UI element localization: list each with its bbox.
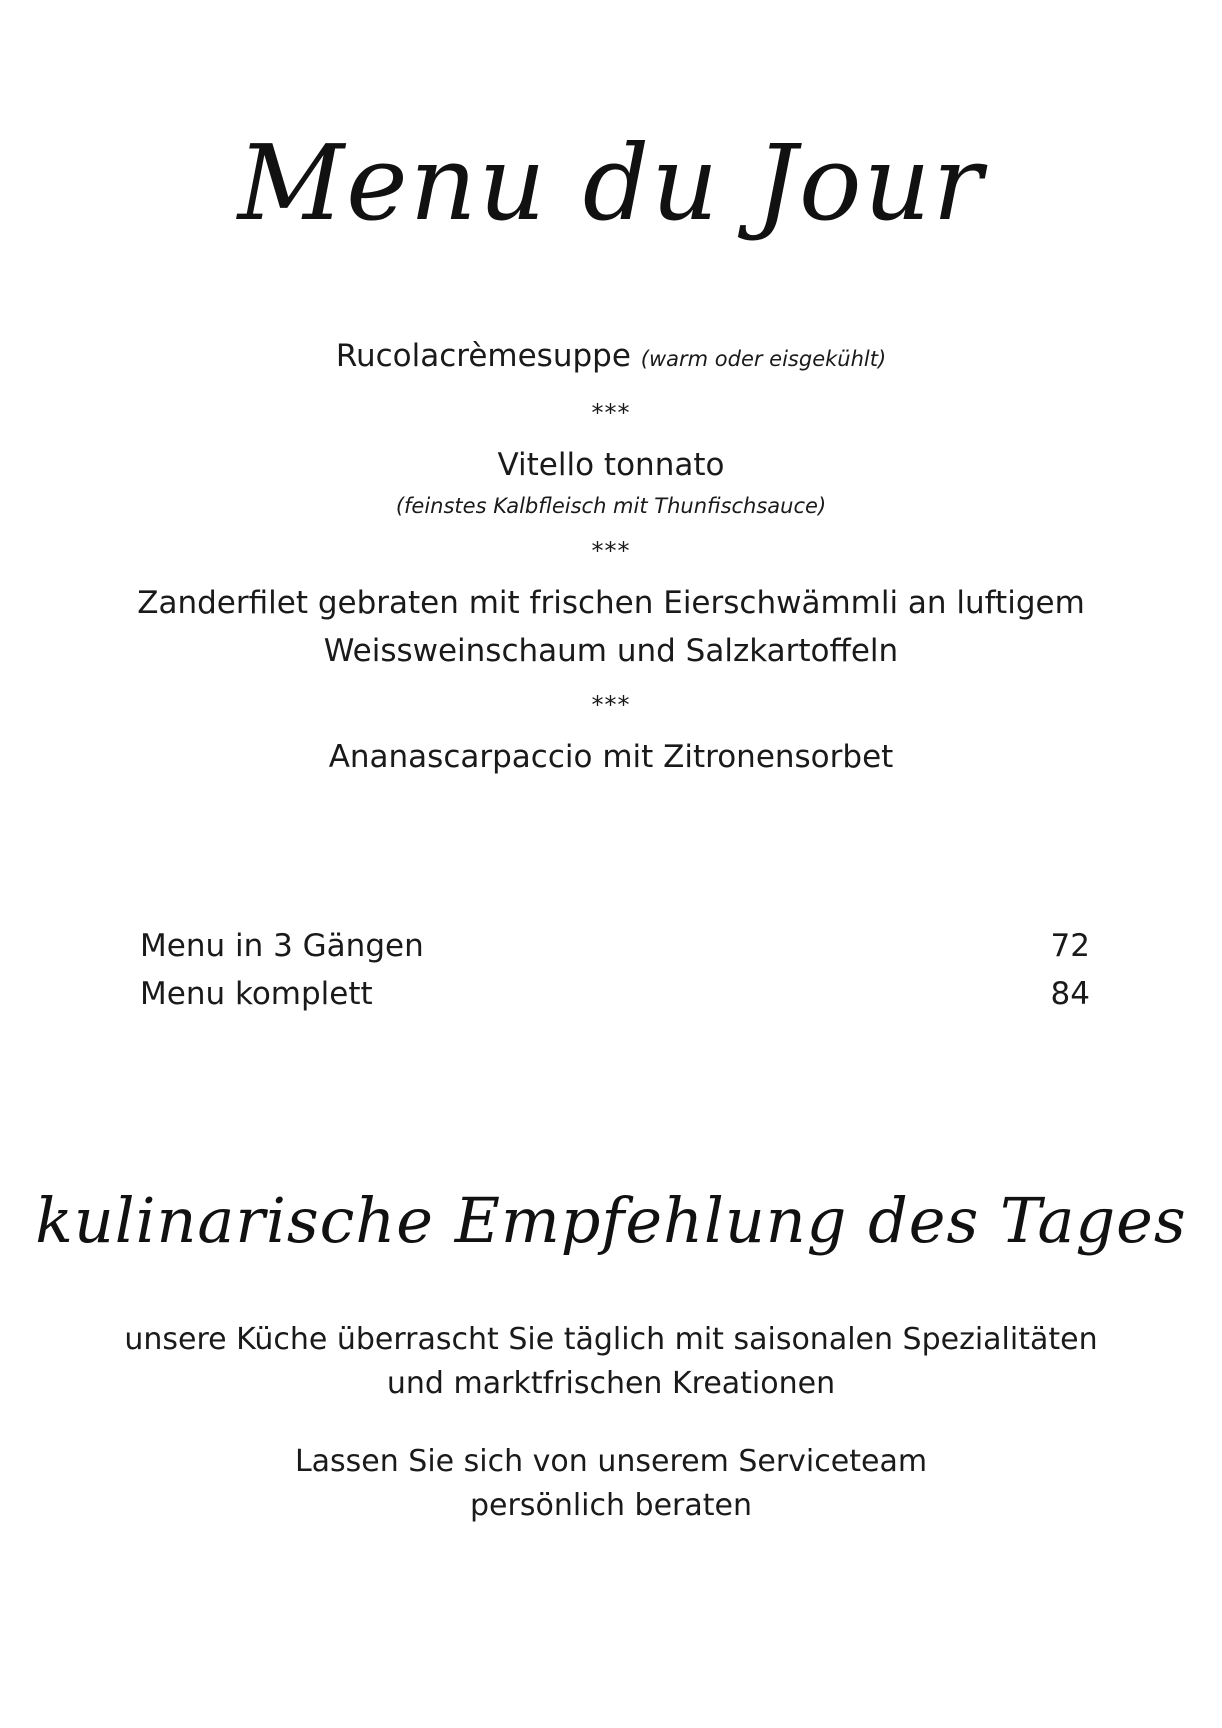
- course-main-line1: Zanderfilet gebraten mit frischen Eierschwämmli an luftigem: [137, 585, 1085, 621]
- course-soup-note: (warm oder eisgekühlt): [640, 347, 887, 371]
- course-list: [0, 332, 1222, 781]
- price-label: Menu komplett: [140, 976, 373, 1012]
- price-label: Menu in 3 Gängen: [140, 928, 424, 964]
- price-amount: 84: [1050, 976, 1090, 1012]
- course-soup: [0, 332, 1222, 383]
- price-amount: 72: [1050, 928, 1090, 964]
- recommendation-line: persönlich beraten: [470, 1488, 752, 1523]
- recommendation-line: Lassen Sie sich von unserem Serviceteam: [294, 1444, 928, 1479]
- recommendation-text: [0, 1318, 1222, 1528]
- price-row: [140, 922, 1090, 970]
- course-separator: ***: [591, 691, 631, 719]
- course-starter-name: Vitello tonnato: [497, 447, 725, 483]
- recommendation-line: und marktfrischen Kreationen: [386, 1366, 836, 1401]
- course-separator: ***: [591, 537, 631, 565]
- course-dessert-name: Ananascarpaccio mit Zitronensorbet: [328, 739, 894, 775]
- paragraph-gap: [0, 1406, 1222, 1440]
- price-list: [140, 922, 1090, 1018]
- course-main-line2: Weissweinschaum und Salzkartoffeln: [323, 633, 899, 669]
- recommendation-title: kulinarische Empfehlung des Tages: [35, 1184, 1187, 1257]
- page-title: Menu du Jour: [237, 122, 985, 244]
- recommendation-line: unsere Küche überrascht Sie täglich mit saisonalen Spezialitäten: [124, 1322, 1098, 1357]
- course-separator: ***: [591, 399, 631, 427]
- course-starter-note: (feinstes Kalbfleisch mit Thunfischsauce): [395, 494, 827, 518]
- course-soup-name: Rucolacrèmesuppe: [335, 338, 631, 374]
- price-row: [140, 970, 1090, 1018]
